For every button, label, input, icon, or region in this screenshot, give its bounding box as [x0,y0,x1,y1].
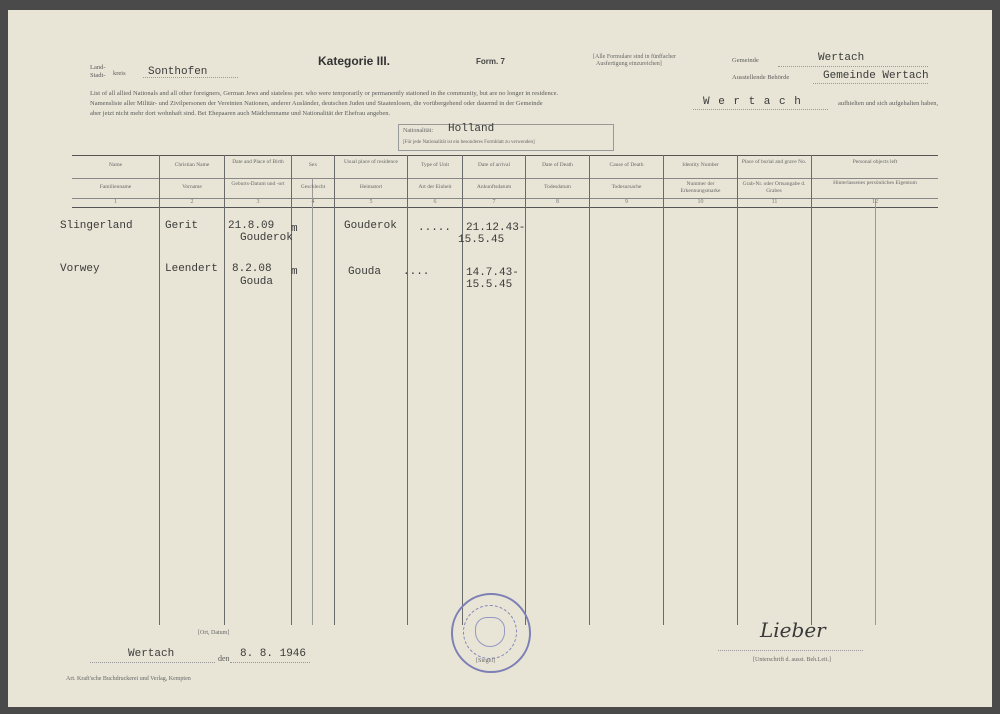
col-header-de: Todesdatum [544,184,571,190]
row1-sex: m [291,223,298,235]
row1-unit: ..... [418,222,452,234]
col-header-en: Identity Number [682,162,719,168]
col-number: 10 [697,199,704,205]
row1-name: Slingerland [60,220,133,232]
col-number: 9 [625,199,628,205]
col-number: 12 [872,199,878,205]
col-header-de: Grab-Nr. oder Ortsangabe d. Grabes [742,181,806,194]
row2-arrival: 14.7.43- [466,267,519,279]
nationality-value: Holland [448,123,495,135]
row2-sex: m [291,266,298,278]
behoerde-label: Ausstellende Behörde [732,74,790,81]
col-header-de: Art der Einheit [418,184,452,190]
gemeinde-value: Wertach [818,52,865,64]
col-header-de: Vorname [182,184,202,190]
col-number: 3 [256,199,260,205]
col-number: 7 [492,199,496,205]
note-line2: Ausfertigung einzureichen] [596,61,662,67]
col12-subdivider [875,198,876,625]
col-divider [663,155,664,625]
note-line1: [Alle Formulare sind in fünffacher [593,54,676,60]
intro-place-dotline [693,109,828,110]
col-header-en: Date of Death [542,162,573,168]
col-header-en: Personal objects left [852,159,898,165]
unterschrift-label: [Unterschrift d. ausst. Beh.Leit.] [753,657,831,663]
ort-datum-label: [Ort, Datum] [198,630,230,636]
row1-residence: Gouderok [344,220,397,232]
intro-line3: aber jetzt nicht mehr dort wohnhaft sind. Bei Ehepaaren auch Mädchenname und Nationalität der Ehefrau angeben. [90,110,391,117]
row1-arrival: 21.12.43- [466,222,526,234]
col-divider [462,155,463,625]
row2-first-name: Leendert [165,263,218,275]
behoerde-dotline [813,83,928,84]
col-number: 5 [369,199,373,205]
kreis-value: Sonthofen [148,66,208,78]
col-header-de: Ankunftsdatum [476,184,512,190]
stadt-label: Stadt- [90,72,106,79]
footer-place-dotline [90,662,215,663]
row1-birth-place: Gouderok [240,232,293,244]
page-title: Kategorie III. [318,54,391,68]
col-number: 1 [114,199,117,205]
behoerde-value: Gemeinde Wertach [823,70,929,82]
col-header-en: Date and Place of Birth [232,159,284,165]
col-header-de: Hinterlassenes persönliches Eigentum [833,180,917,186]
col-number: 2 [190,199,194,205]
col-divider [224,155,225,625]
nationality-note: [Für jede Nationalität ist ein besonderes Formblatt zu verwenden] [403,140,535,145]
col-divider [159,155,160,625]
document-sheet [8,10,992,707]
row1-first-name: Gerit [165,220,199,232]
col-header-de: Geschlecht [300,184,326,190]
row1-birth-date: 21.8.09 [228,220,275,232]
footer-place: Wertach [128,648,175,660]
table-header-bottom [72,207,938,208]
col-divider [589,155,590,625]
col-header-de: Todesursache [611,184,642,190]
col-number: 6 [433,199,437,205]
signature-dotline [718,650,863,651]
row2-name: Vorwey [60,263,100,275]
col-header-en: Type of Unit [420,162,450,168]
form-number: Form. 7 [476,57,505,66]
siegel-label: [Siegel] [476,658,495,664]
footer-date-dotline [230,662,310,663]
row2-residence: Gouda [348,266,382,278]
row2-departure: 15.5.45 [466,279,513,291]
col-header-de: Heimatort [359,184,383,190]
col-divider [407,155,408,625]
kreis-dotline [143,77,238,78]
footer-date: 8. 8. 1946 [240,648,307,660]
col-header-de: Geburts-Datum und -ort [231,181,285,187]
land-label: Land- [90,64,106,71]
sex-subdivider [312,178,313,625]
col-header-en: Name [108,162,123,168]
intro-line2a: Namensliste aller Militär- und Zivilpersonen der Vereinten Nationen, anderer Ausländer, deutschen Juden und Staatenlosen, die vorübergehend oder dauernd in der Gemeinde [90,100,543,107]
gemeinde-dotline [778,66,928,67]
col-divider [334,155,335,625]
col-header-en: Date of arrival [477,162,511,168]
row1-departure: 15.5.45 [458,234,505,246]
col-header-en: Place of burial and grave No. [741,159,807,165]
kreis-label: kreis [113,70,126,77]
col-header-en: Christian Name [174,162,210,168]
publisher-imprint: Art. Kraft'sche Buchdruckerei und Verlag, Kempten [66,676,191,682]
col-header-de: Familienname [99,184,132,190]
intro-line1: List of all allied Nationals and all other foreigners, German Jews and stateless per. who were temporarily or permanently stationed in the community, but are no longer in residence. [90,90,559,97]
col-number: 4 [311,199,315,205]
gemeinde-label: Gemeinde [732,57,759,64]
intro-line2b: aufhielten und sich aufgehalten haben, [838,100,939,107]
intro-place: W e r t a c h [703,96,802,108]
table-top-line [72,155,938,156]
col-number: 11 [771,199,778,205]
row2-unit: .... [403,266,430,278]
col-number: 8 [556,199,559,205]
col-header-en: Sex [308,162,318,168]
col-header-en: Usual place of residence [344,159,398,165]
col-divider [737,155,738,625]
row2-birth-date: 8.2.08 [232,263,272,275]
row2-birth-place: Gouda [240,276,274,288]
col-divider [811,155,812,625]
den-label: den [218,654,230,663]
col-header-de: Nummer der Erkennungsmarke [680,181,721,194]
table-mid-line [72,178,938,179]
col-header-en: Cause of Death [609,162,644,168]
signature: Lieber [760,618,826,642]
nationality-label: Nationalität: [403,128,433,134]
